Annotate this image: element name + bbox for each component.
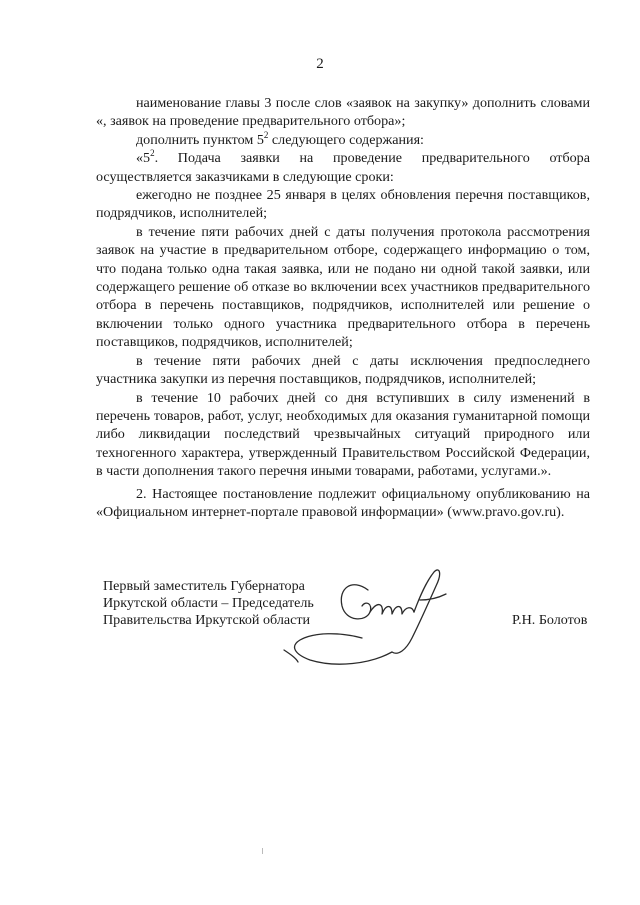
superscript: 2 — [150, 148, 155, 159]
paragraph-add-clause — [96, 131, 590, 149]
document-body — [96, 94, 590, 521]
signatory-title-line: Первый заместитель Губернатора — [103, 578, 305, 594]
signatory-title-line: Иркутской области – Председатель — [103, 595, 314, 611]
clause-number: «5 — [136, 150, 151, 167]
paragraph-exclusion-deadline: в течение пяти рабочих дней с даты исключения предпоследнего участника закупки из перечня поставщиков, подрядчиков, исполнителей; — [96, 352, 590, 388]
signatory-title-line: Правительства Иркутской области — [103, 612, 311, 628]
paragraph-protocol-deadline: в течение пяти рабочих дней с даты получения протокола рассмотрения заявок на участие в предварительном отборе, содержащего информацию о том, что подана только одна такая заявка, или не подано ни одной такой заявки, или содержащего решение об отказе во включении всех участников предварительного отбора в перечень поставщиков, подрядчиков, исполнителей или решение о включении только одного участника предварительного отбора в перечень поставщиков, подрядчиков, исполнителей; — [96, 223, 590, 351]
paragraph-annual-deadline: ежегодно не позднее 25 января в целях обновления перечня поставщиков, подрядчиков, исполнителей; — [96, 187, 590, 222]
handwritten-signature — [270, 560, 460, 670]
paragraph-publication: 2. Настоящее постановление подлежит официальному опубликованию на «Официальном интернет-портале правовой информации» (www.pravo.gov.ru). — [96, 485, 590, 520]
paragraph-changes-deadline: в течение 10 рабочих дней со дня вступивших в силу изменений в перечень товаров, работ, услуг, необходимых для оказания гуманитарной помощи либо ликвидации последствий чрезвычайных ситуаций природного или техногенного характера, утвержденный Правительством Российской Федерации, в части дополнения такого перечня иными товарами, работами, услугами.». — [96, 389, 590, 480]
clause-text: . Подача заявки на проведение предварительного отбора осуществляется заказчиками в следующие сроки: — [96, 150, 590, 185]
scan-mark — [262, 848, 263, 854]
superscript: 2 — [263, 129, 269, 140]
paragraph-chapter-name: наименование главы 3 после слов «заявок на закупку» дополнить словами «, заявок на проведение предварительного отбора»; — [96, 95, 590, 130]
paragraph-clause-5-2 — [96, 149, 590, 186]
paragraph-add-clause-text: дополнить пунктом 5 — [136, 131, 264, 148]
paragraph-add-clause-tail: следующего содержания: — [268, 131, 424, 148]
page-number: 2 — [316, 56, 324, 72]
signatory-name: Р.Н. Болотов — [512, 612, 588, 628]
